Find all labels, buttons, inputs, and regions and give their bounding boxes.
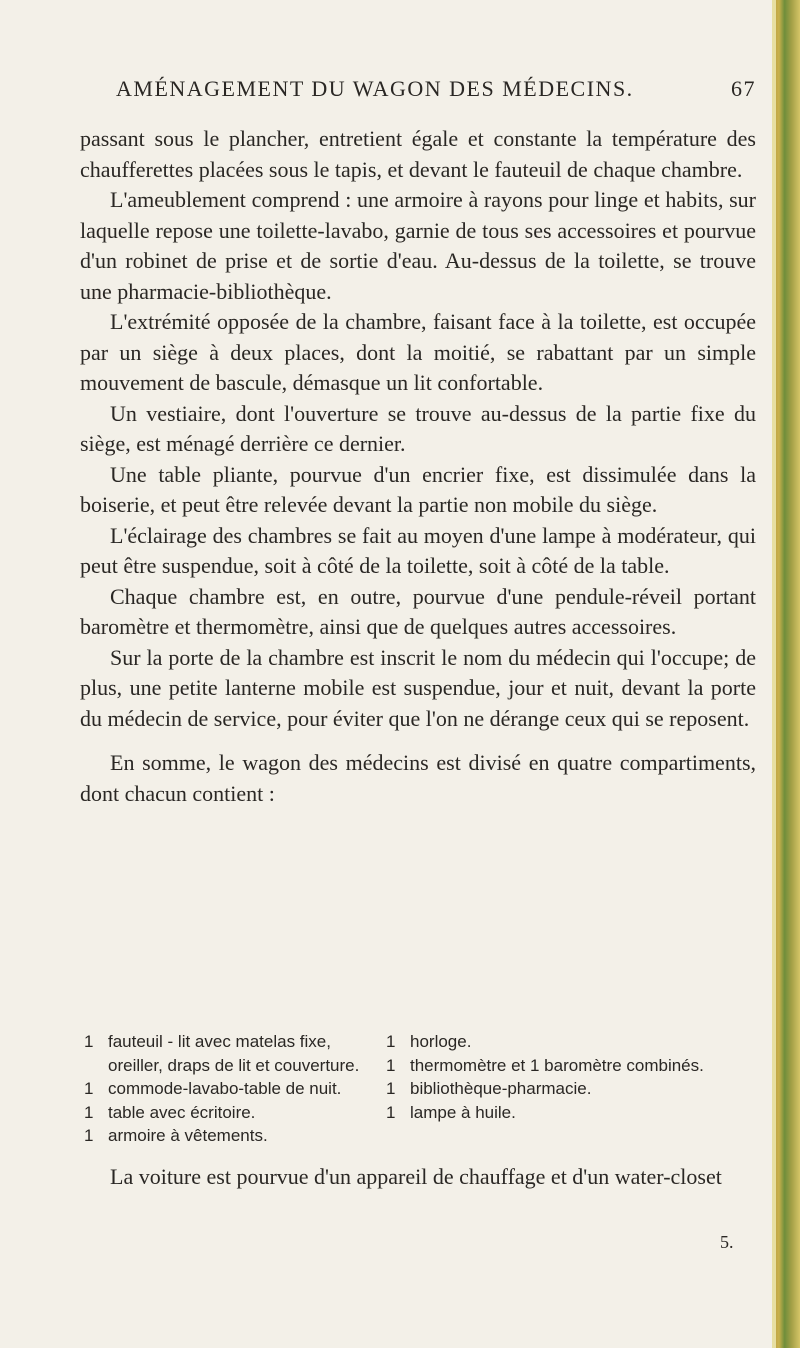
paragraph-8: Sur la porte de la chambre est inscrit le nom du médecin qui l'occupe; de plus, une petite lanterne mobile est suspendue, jour et nuit, devant la porte du médecin de service, pour éviter que l'on ne dérange ceux qui se reposent.	[80, 644, 756, 731]
inventory-list	[84, 1030, 756, 1148]
page-number: 67	[731, 76, 756, 101]
closing-text: La voiture est pourvue d'un appareil de chauffage et d'un water-closet	[110, 1164, 722, 1189]
paragraph-5: Une table pliante, pourvue d'un encrier fixe, est dissimulée dans la boiserie, et peut être relevée devant la partie non mobile du siège.	[80, 461, 756, 517]
list-item: 1 thermomètre et 1 baromètre combinés.	[386, 1055, 704, 1075]
list-item: 1 armoire à vêtements.	[84, 1126, 268, 1145]
inventory-right-column	[386, 1030, 716, 1148]
paragraph-2: L'ameublement comprend : une armoire à rayons pour linge et habits, sur laquelle repose une toilette-lavabo, garnie de tous ses accessoires et pourvue d'un robinet de prise et de sortie d'eau. Au-dessus de la toilette, se trouve une pharmacie-bibliothèque.	[80, 187, 756, 304]
paragraph-4: Un vestiaire, dont l'ouverture se trouve au-dessus de la partie fixe du siège, est ménagé derrière ce dernier.	[80, 400, 756, 456]
paragraph-1: passant sous le plancher, entretient égale et constante la température des chaufferettes placées sous le tapis, et devant le fauteuil de chaque chambre.	[80, 126, 756, 182]
list-item: 1 commode-lavabo-table de nuit.	[84, 1079, 342, 1098]
inventory-left-column	[84, 1030, 364, 1148]
running-title: AMÉNAGEMENT DU WAGON DES MÉDECINS.	[116, 76, 634, 101]
paragraph-3: L'extrémité opposée de la chambre, faisant face à la toilette, est occupée par un siège à deux places, dont la moitié, se rabattant par un simple mouvement de bascule, démasque un lit confortable.	[80, 309, 756, 395]
list-item: 1 bibliothèque-pharmacie.	[386, 1079, 592, 1098]
list-item: 1 table avec écritoire.	[84, 1102, 256, 1122]
paragraph-9: En somme, le wagon des médecins est divisé en quatre compartiments, dont chacun contient :	[80, 750, 756, 806]
book-edge-strip	[772, 0, 800, 1348]
paragraph-6: L'éclairage des chambres se fait au moyen d'une lampe à modérateur, qui peut être suspendue, soit à côté de la toilette, soit à côté de la table.	[80, 522, 756, 578]
running-header	[116, 76, 756, 102]
paragraph-7: Chaque chambre est, en outre, pourvue d'une pendule-réveil portant baromètre et thermomètre, ainsi que de quelques autres accessoires.	[80, 583, 756, 639]
list-item: 1 horloge.	[386, 1032, 472, 1051]
list-item: 1 lampe à huile.	[386, 1102, 516, 1122]
list-item: 1 fauteuil - lit avec matelas fixe, oreiller, draps de lit et couverture.	[84, 1032, 360, 1075]
closing-paragraph	[80, 1162, 756, 1192]
signature-mark: 5.	[720, 1232, 734, 1252]
body-text	[80, 124, 756, 809]
